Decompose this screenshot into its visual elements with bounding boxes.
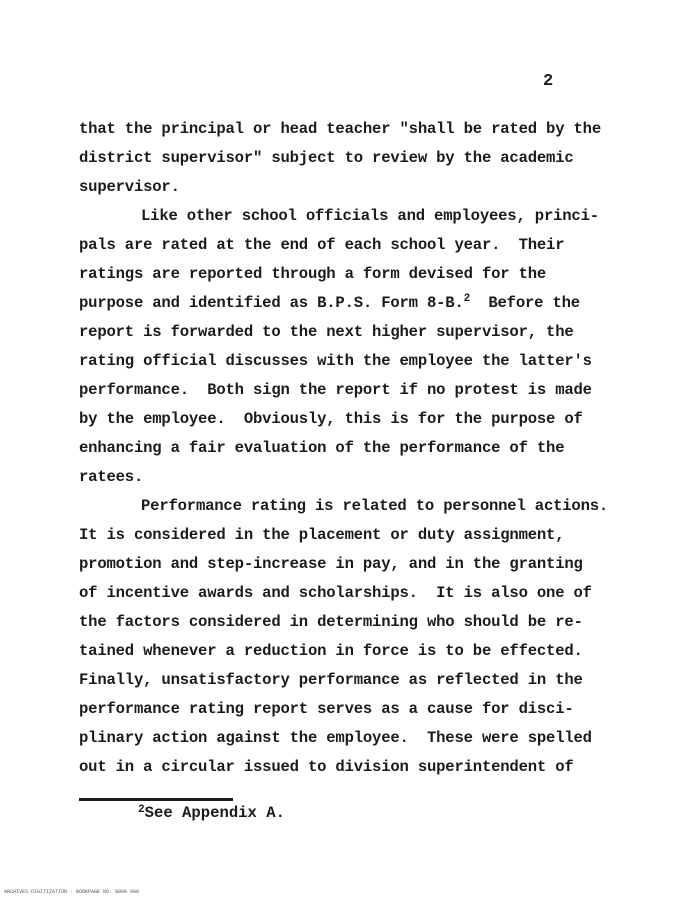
body-line: supervisor. xyxy=(79,178,180,196)
body-line: ratees. xyxy=(79,468,144,486)
body-line-text-tail: Before the xyxy=(470,294,580,312)
body-line: plinary action against the employee. These were spelled xyxy=(79,729,592,747)
footnote-marker: 2 xyxy=(138,804,145,816)
body-line: the factors considered in determining who should be re- xyxy=(79,613,583,631)
body-line: performance rating report serves as a cause for disci- xyxy=(79,700,574,718)
body-line: tained whenever a reduction in force is to be effected. xyxy=(79,642,583,660)
body-line: district supervisor" subject to review by the academic xyxy=(79,149,574,167)
body-line: enhancing a fair evaluation of the performance of the xyxy=(79,439,565,457)
body-line: promotion and step-increase in pay, and in the granting xyxy=(79,555,583,573)
paragraph-start-line: Performance rating is related to personnel actions. xyxy=(141,497,609,515)
body-line: performance. Both sign the report if no protest is made xyxy=(79,381,592,399)
footnote-reference: 2 xyxy=(463,293,471,305)
body-line-text: purpose and identified as B.P.S. Form 8-B. xyxy=(79,294,464,312)
footnote-text: See Appendix A. xyxy=(144,804,285,822)
margin-scan-code: ARCHIVES DIGITIZATION - BOOKPAGE NO. 0000 000 xyxy=(4,889,140,895)
body-line-with-footnote-ref xyxy=(79,289,608,318)
body-line: that the principal or head teacher "shall be rated by the xyxy=(79,120,601,138)
body-line: report is forwarded to the next higher supervisor, the xyxy=(79,323,574,341)
footnote xyxy=(138,804,285,822)
footnote-divider xyxy=(79,798,233,801)
body-line: rating official discusses with the employee the latter's xyxy=(79,352,592,370)
body-line: by the employee. Obviously, this is for the purpose of xyxy=(79,410,583,428)
page-number: 2 xyxy=(543,72,554,91)
body-line: It is considered in the placement or duty assignment, xyxy=(79,526,565,544)
body-line: Finally, unsatisfactory performance as reflected in the xyxy=(79,671,583,689)
body-line: pals are rated at the end of each school year. Their xyxy=(79,236,565,254)
paragraph-start-line: Like other school officials and employees, princi- xyxy=(141,207,599,225)
body-line: of incentive awards and scholarships. It is also one of xyxy=(79,584,592,602)
body-line: ratings are reported through a form devised for the xyxy=(79,265,547,283)
body-text xyxy=(79,115,608,782)
body-line: out in a circular issued to division superintendent of xyxy=(79,758,574,776)
